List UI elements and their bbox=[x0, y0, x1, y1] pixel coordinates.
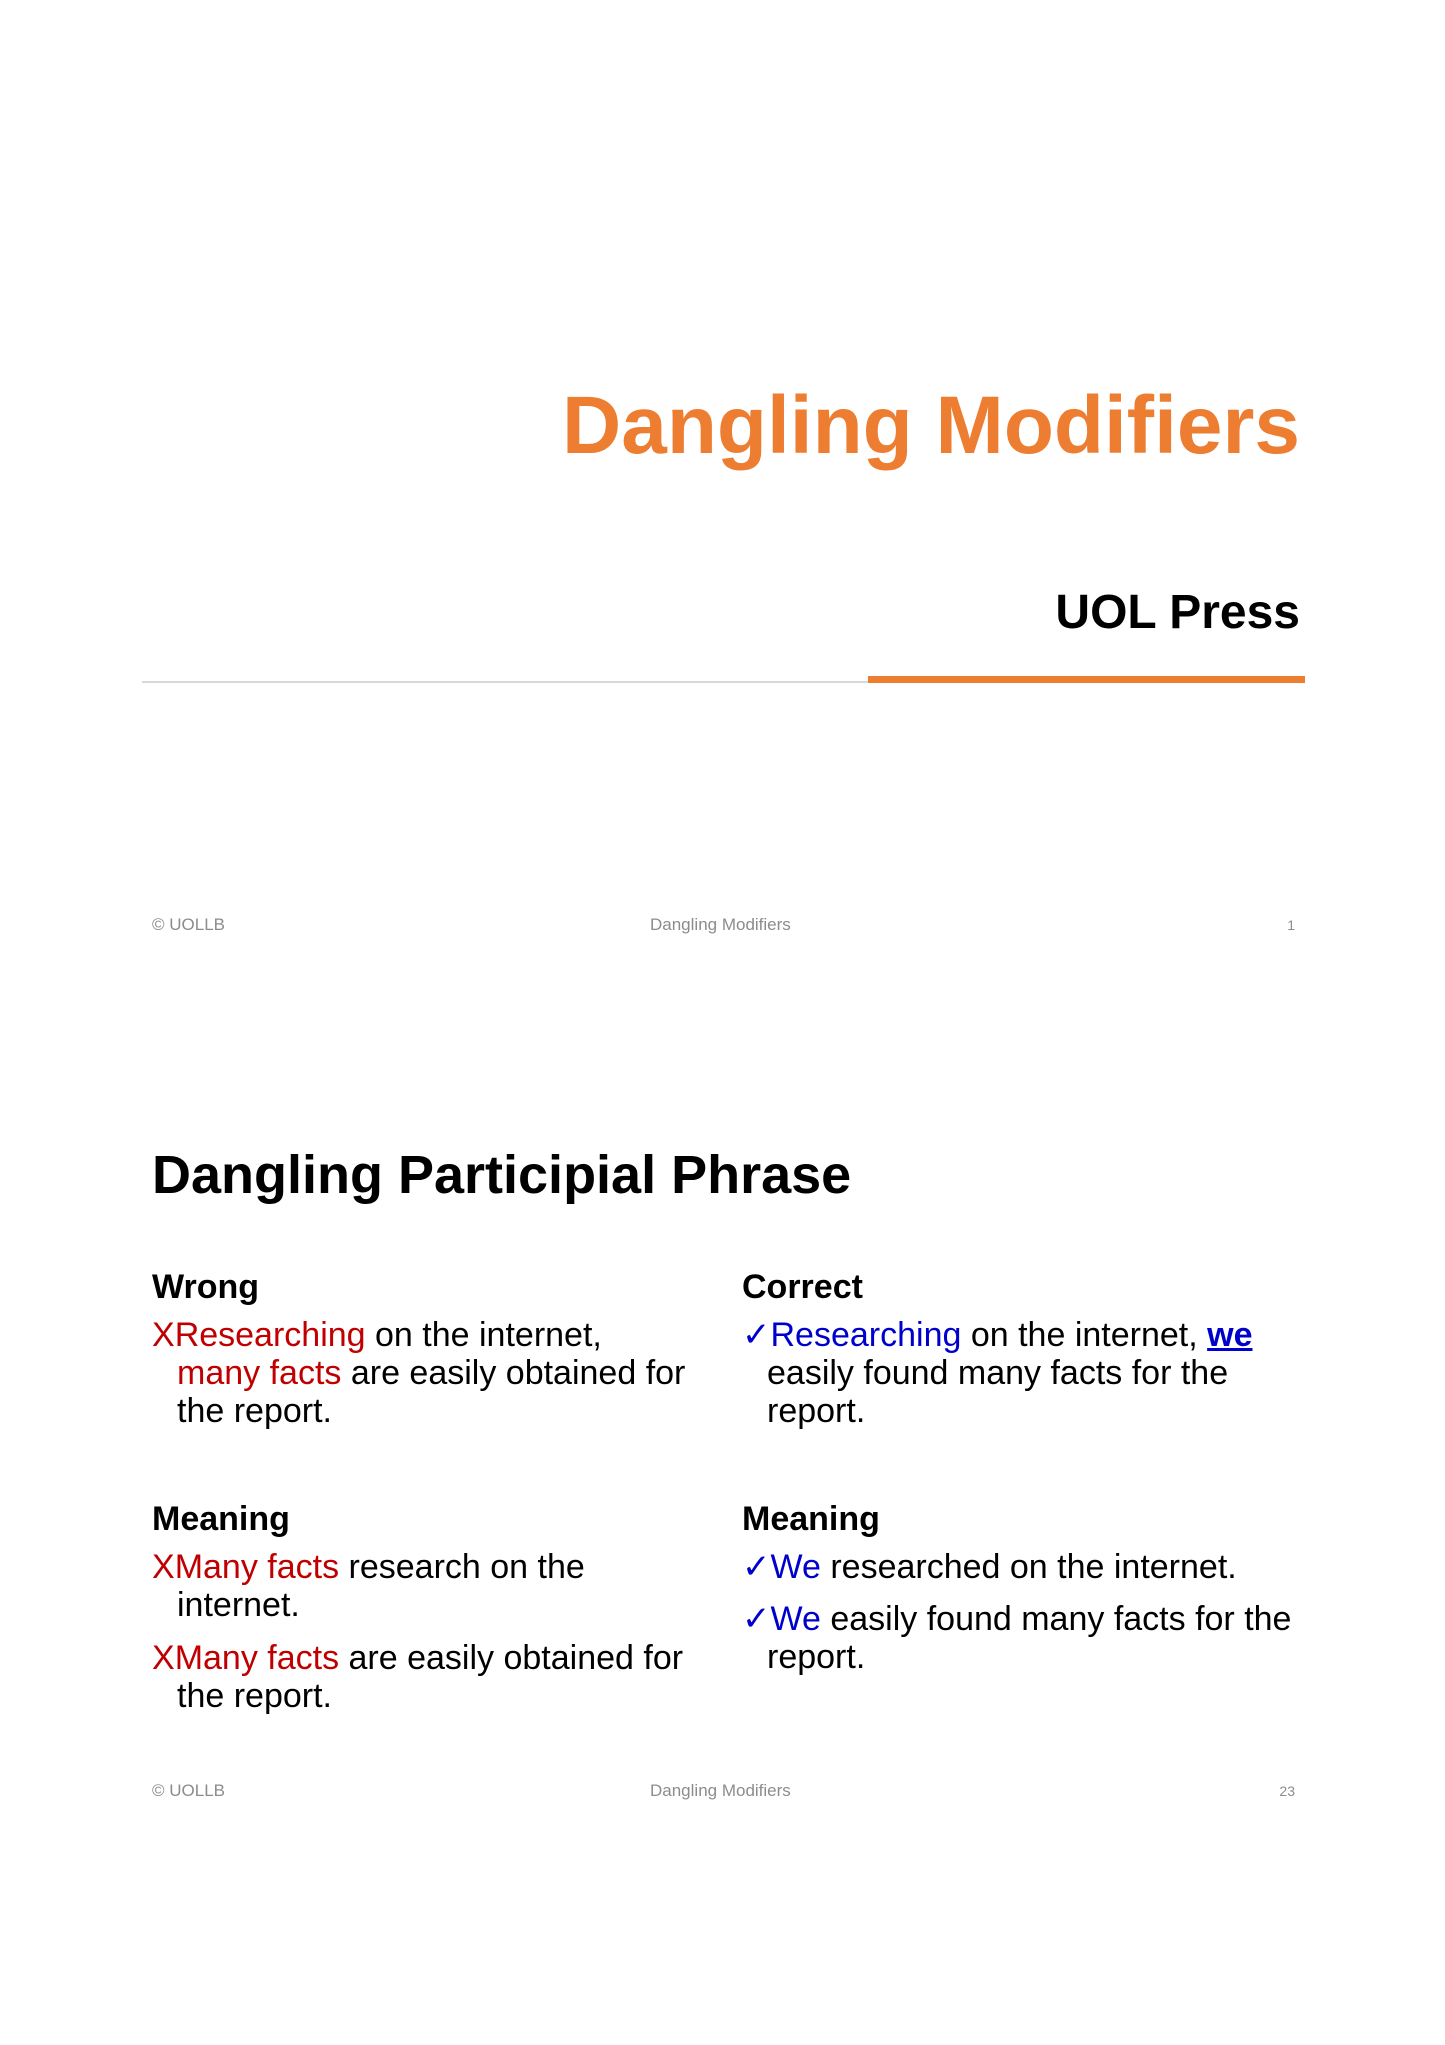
meaning-subject: Many facts bbox=[174, 1639, 340, 1677]
correct-modifier: Researching bbox=[770, 1316, 962, 1354]
x-mark-icon: X bbox=[152, 1639, 175, 1677]
content-slide bbox=[0, 1000, 1445, 2045]
wrong-sentence bbox=[152, 1316, 692, 1430]
x-mark-icon: X bbox=[152, 1548, 175, 1586]
x-mark-icon: X bbox=[152, 1316, 175, 1354]
meaning-subject: Many facts bbox=[174, 1548, 340, 1586]
footer-copyright: © UOLLB bbox=[152, 915, 225, 934]
footer-page-number: 23 bbox=[1279, 1783, 1295, 1799]
correct-subject: we bbox=[1207, 1316, 1253, 1354]
footer-page-number: 1 bbox=[1287, 917, 1295, 933]
meaning-correct-item bbox=[742, 1548, 1312, 1586]
wrong-subject: many facts bbox=[177, 1354, 342, 1392]
meaning-wrong-item bbox=[152, 1639, 692, 1715]
check-mark-icon: ✓ bbox=[742, 1548, 771, 1586]
title-slide bbox=[0, 0, 1445, 1000]
wrong-label: Wrong bbox=[152, 1268, 260, 1306]
slide-heading: Dangling Participial Phrase bbox=[152, 1145, 852, 1205]
meaning-wrong-label: Meaning bbox=[152, 1500, 290, 1538]
meaning-wrong-item bbox=[152, 1548, 692, 1624]
meaning-text: researched on the internet. bbox=[820, 1548, 1237, 1586]
check-mark-icon: ✓ bbox=[742, 1600, 771, 1638]
meaning-subject: We bbox=[770, 1600, 821, 1638]
wrong-text: on the internet, bbox=[365, 1316, 602, 1354]
correct-text: on the internet, bbox=[961, 1316, 1208, 1354]
correct-sentence bbox=[742, 1316, 1312, 1430]
meaning-subject: We bbox=[770, 1548, 821, 1586]
wrong-modifier: Researching bbox=[174, 1316, 366, 1354]
meaning-text: are easily obtained for the report. bbox=[177, 1639, 684, 1715]
correct-label: Correct bbox=[742, 1268, 863, 1306]
footer-title: Dangling Modifiers bbox=[650, 915, 791, 934]
meaning-text: easily found many facts for the report. bbox=[767, 1600, 1292, 1676]
slide-subtitle: UOL Press bbox=[1055, 586, 1300, 639]
wrong-text-end: are easily obtained for the report. bbox=[177, 1354, 686, 1430]
correct-text-end: easily found many facts for the report. bbox=[767, 1354, 1229, 1430]
check-mark-icon: ✓ bbox=[742, 1316, 771, 1354]
meaning-correct-label: Meaning bbox=[742, 1500, 880, 1538]
footer-title: Dangling Modifiers bbox=[650, 1781, 791, 1800]
accent-divider bbox=[868, 676, 1305, 683]
meaning-text: research on the internet. bbox=[177, 1548, 585, 1624]
footer-copyright: © UOLLB bbox=[152, 1781, 225, 1800]
slide-title: Dangling Modifiers bbox=[562, 380, 1300, 471]
meaning-correct-item bbox=[742, 1600, 1312, 1676]
